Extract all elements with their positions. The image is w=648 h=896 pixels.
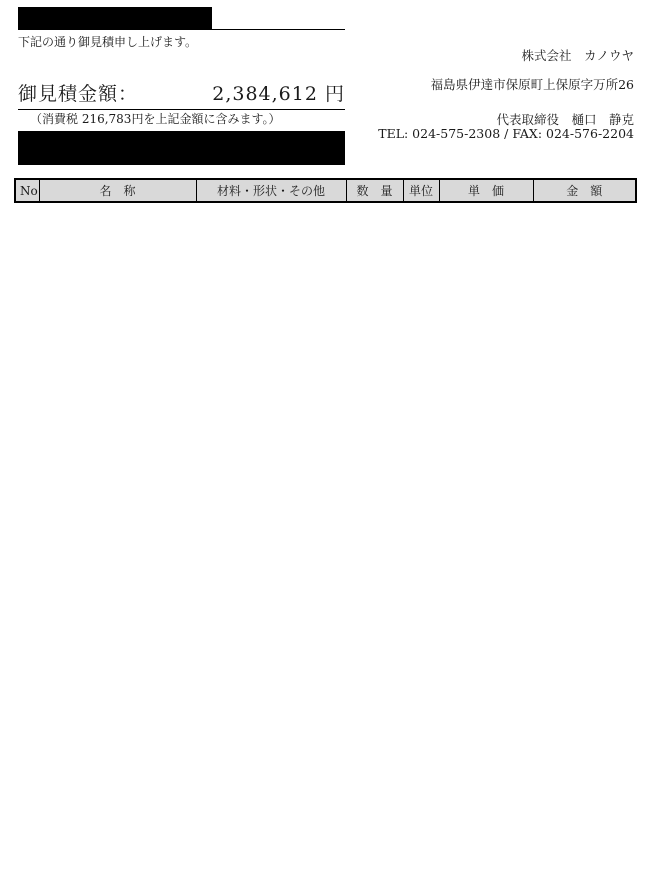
col-header-unit: 単位 <box>403 179 439 202</box>
redacted-sender-block <box>18 131 345 165</box>
col-header-unit-price: 単 価 <box>439 179 533 202</box>
col-header-material: 材料・形状・その他 <box>196 179 346 202</box>
estimate-amount-line <box>18 79 345 110</box>
estimate-table <box>14 178 637 203</box>
issuer-company-name: 株式会社 カノウヤ <box>521 48 634 63</box>
col-header-name: 名 称 <box>39 179 196 202</box>
col-header-quantity: 数 量 <box>346 179 403 202</box>
issuer-address: 福島県伊達市保原町上保原字万所26 <box>430 77 634 92</box>
col-header-no: No <box>15 179 39 202</box>
estimate-amount-value: 2,384,612 円 <box>212 83 345 105</box>
redacted-recipient-name <box>18 7 212 29</box>
table-header-row <box>15 179 636 202</box>
tax-note: （消費税 216,783円を上記金額に含みます。） <box>30 112 281 126</box>
col-header-amount: 金 額 <box>533 179 636 202</box>
recipient-underline <box>18 29 345 30</box>
issuer-tel-fax: TEL: 024-575-2308 / FAX: 024-576-2204 <box>378 126 634 141</box>
greeting-text: 下記の通り御見積申し上げます。 <box>18 35 198 49</box>
estimate-amount-label: 御見積金額： <box>18 83 139 105</box>
issuer-representative: 代表取締役 樋口 静克 <box>496 112 634 127</box>
